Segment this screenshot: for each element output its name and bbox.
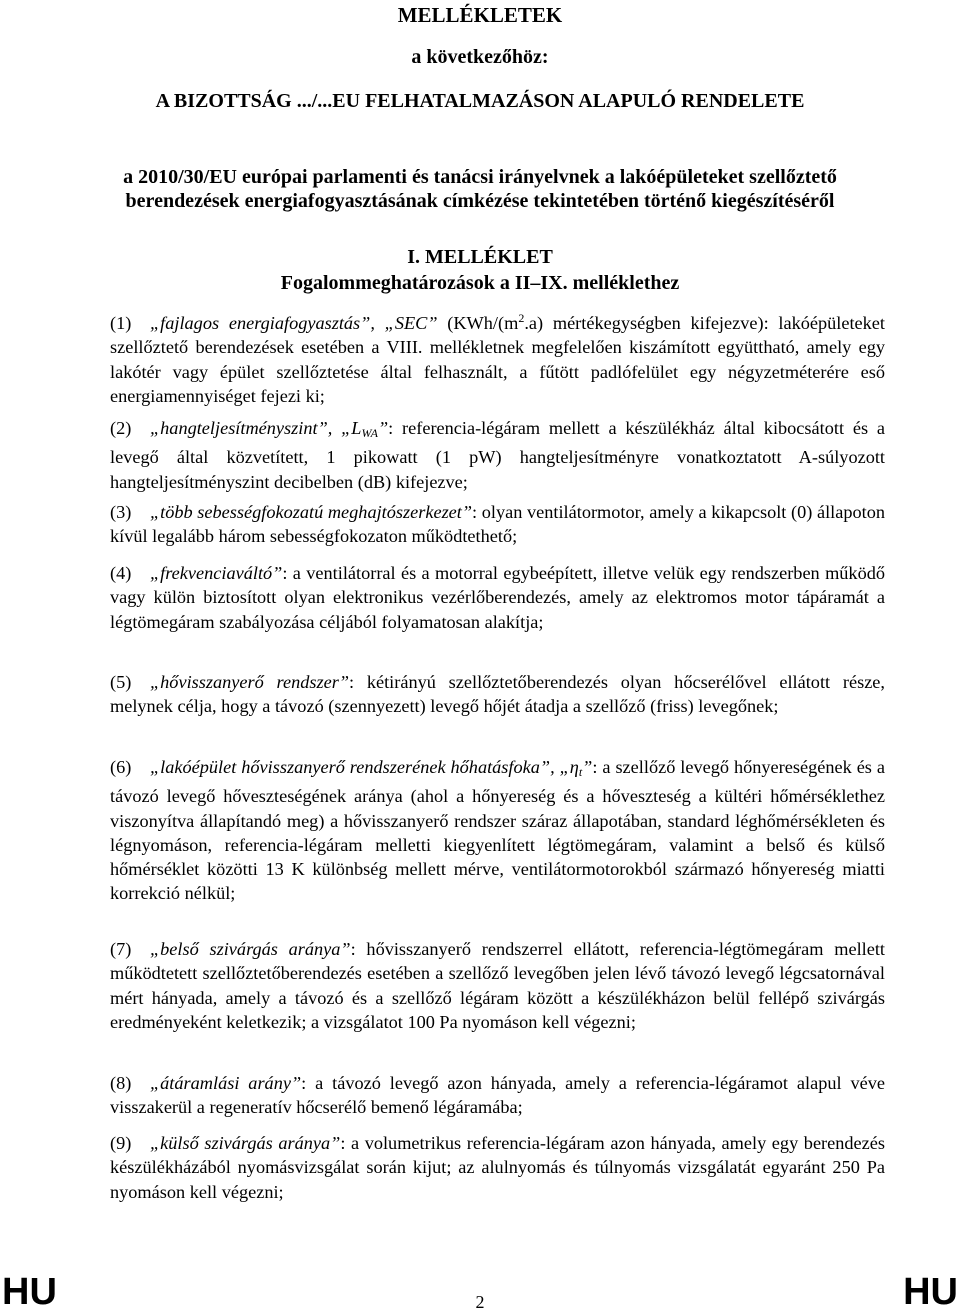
definition-term: „fajlagos energiafogyasztás”, „SEC” <box>150 313 438 333</box>
definition-text: : a volumetrikus referencia-légáram azon hányada, amely egy berendezés készülékházából nyomásvizsgálat során kijut; az alulnyomás és túlnyomás vizsgálatát egyaránt 250 Pa nyomáson kell végezni; <box>110 1133 885 1202</box>
definition-term: „frekvenciaváltó” <box>150 563 283 583</box>
unit-superscript: 2 <box>518 311 525 325</box>
term-subscript: t <box>578 765 583 779</box>
item-number: (8) <box>110 1073 132 1093</box>
definition-text: : kétirányú szellőztetőberendezés olyan hőcserélővel ellátott része, melynek célja, hogy a távozó (szennyezett) levegő hőjét átadja a szellőző (friss) levegőnek; <box>110 672 885 717</box>
document-title: MELLÉKLETEK <box>397 3 563 27</box>
definition-item-9 <box>110 1131 885 1204</box>
definition-term: „lakóépület hővisszanyerő rendszerének hőhatásfoka”, „η <box>150 757 579 777</box>
definition-item-7 <box>110 937 885 1034</box>
definition-term: „külső szivárgás aránya” <box>150 1133 341 1153</box>
definition-term: „átáramlási arány” <box>150 1073 302 1093</box>
definition-text: (KWh/(m <box>437 313 519 333</box>
item-number: (7) <box>110 939 132 959</box>
definition-item-6 <box>110 755 885 906</box>
definition-term: „több sebességfokozatú meghajtószerkezet” <box>150 502 473 522</box>
document-subtitle: a következőhöz: <box>411 46 549 68</box>
definition-item-2 <box>110 416 885 494</box>
definition-text: : olyan ventilátormotor, amely a kikapcsolt (0) állapoton kívül legalább három sebességfokozaton működtethető; <box>110 502 885 547</box>
regulation-description-line1: a 2010/30/EU európai parlamenti és tanácsi irányelvnek a lakóépületeket szellőztető <box>123 166 837 188</box>
regulation-description-line2: berendezések energiafogyasztásának címkézése tekintetében történő kiegészítéséről <box>125 190 835 212</box>
definition-text: : a szellőző levegő hőnyereségének és a távozó levegő hőveszteségének aránya (ahol a hőnyereség és a hőveszteség a kültéri hőmérséklethez viszonyítva állapítandó meg) a hővisszanyerő rendszer száraz állapotában, standard léghőmérsékleten és légnyomáson, referencia-légáram melletti kiegyenlített légtömegáram, valamint a belső és külső hőmérséklet közötti 13 K különbség mellett mérve, ventilátormotorokból származó hőnyereség miatti korrekció nélkül; <box>110 757 885 904</box>
annex-title: I. MELLÉKLET <box>407 246 553 268</box>
page-number: 2 <box>475 1292 485 1312</box>
item-number: (6) <box>110 757 132 777</box>
definition-text: : hővisszanyerő rendszerrel ellátott, referencia-légtömegáram mellett működtetett szellőztetőberendezés esetében a szellőző levegőben jelen lévő távozó levegő légcsatornával mért hányada, amely a távozó és a szellőző légáram között a készülékházon belül fellépő szivárgás eredményeként keletkezik; a vizsgálatot 100 Pa nyomáson kell végezni; <box>110 939 886 1032</box>
definition-term: „hővisszanyerő rendszer” <box>150 672 349 692</box>
regulation-title: A BIZOTTSÁG .../...EU FELHATALMAZÁSON ALAPULÓ RENDELETE <box>155 90 805 112</box>
definition-item-8 <box>110 1071 885 1120</box>
definition-text: : a ventilátorral és a motorral egybeépített, illetve velük egy rendszerben működő vagy külön biztosított olyan elektronikus vezérlőberendezés, amely az elektromos motor tápáramát a légtömegáram szabályozása céljából folyamatosan alakítja; <box>110 563 885 632</box>
definition-item-1 <box>110 306 885 408</box>
item-number: (2) <box>110 418 132 438</box>
definition-term: „hangteljesítményszint”, „L <box>150 418 362 438</box>
definition-text: : a távozó levegő azon hányada, amely a referencia-légáramot alapul véve visszakerül a regeneratív hőcserélő bemenő légáramába; <box>110 1073 885 1118</box>
definition-text: .a) mértékegységben kifejezve): lakóépületeket szellőztető berendezések esetében a VIII. mellékletnek megfelelően kiszámított együttható, amely egy lakótér vagy épület szellőztetése által felhasznált, a fűtött padlófelület egy négyzetméterére eső energiamennyiséget fejezi ki; <box>110 313 885 406</box>
definition-item-4 <box>110 561 885 634</box>
definition-text: : referencia-légáram mellett a készülékház által kibocsátott és a levegő által közvetített, 1 pikowatt (1 pW) hangteljesítményre vonatkoztatott A-súlyozott hangteljesítményszint decibelben (dB) kifejezve; <box>110 418 885 492</box>
definition-term-end: ” <box>377 418 389 438</box>
footer-language-right: HU <box>903 1271 958 1313</box>
definition-term-end: ” <box>582 757 593 777</box>
annex-subtitle: Fogalommeghatározások a II–IX. melléklethez <box>280 272 680 294</box>
definition-term: „belső szivárgás aránya” <box>150 939 351 959</box>
term-subscript: WA <box>361 426 378 440</box>
item-number: (5) <box>110 672 132 692</box>
footer-language-left: HU <box>2 1271 57 1313</box>
definition-item-3 <box>110 500 885 549</box>
definition-item-5 <box>110 670 885 719</box>
item-number: (9) <box>110 1133 132 1153</box>
item-number: (4) <box>110 563 132 583</box>
item-number: (3) <box>110 502 132 522</box>
item-number: (1) <box>110 313 132 333</box>
